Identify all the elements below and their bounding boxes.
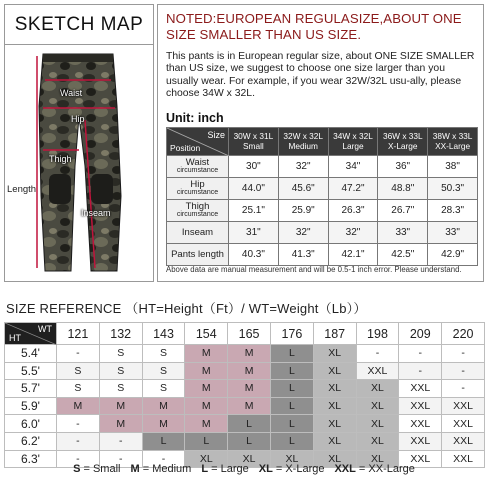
height-header: 6.2' (5, 432, 57, 450)
size-cell: - (399, 362, 442, 380)
size-cell: M (228, 362, 271, 380)
ht-wt-corner: WT HT (5, 323, 57, 345)
weight-header: 154 (185, 323, 228, 345)
measurement-footnote: Above data are manual measurement and will be 0.5-1 inch error. Please understand. (166, 265, 462, 274)
weight-header: 165 (228, 323, 271, 345)
height-header: 5.7' (5, 380, 57, 398)
size-cell: XL (313, 397, 356, 415)
size-cell: S (57, 362, 100, 380)
measurement-cell: 36" (378, 156, 428, 178)
size-cell: S (142, 380, 185, 398)
size-cell: XXL (356, 362, 399, 380)
size-column-header: 32W x 32L Medium (278, 128, 328, 156)
inseam-row (167, 222, 478, 244)
size-cell: - (57, 450, 100, 468)
weight-header: 143 (142, 323, 185, 345)
european-size-notice: NOTED:EUROPEAN REGULASIZE,ABOUT ONE SIZE SMALLER THAN US SIZE. (166, 11, 462, 42)
thigh-label: Thigh (49, 154, 72, 164)
size-cell: M (185, 362, 228, 380)
legend-item: XL = X-Large (258, 463, 325, 475)
measurement-cell: 42.5" (378, 244, 428, 266)
size-column-header: 30W x 31L Small (229, 128, 279, 156)
size-cell: - (99, 450, 142, 468)
size-reference-table (4, 322, 485, 468)
measurement-cell: 41.3" (278, 244, 328, 266)
measurement-cell: 33" (428, 222, 478, 244)
size-cell: XL (356, 450, 399, 468)
measurement-cell: 26.3" (328, 200, 378, 222)
measurement-header-row (167, 128, 478, 156)
size-cell: S (142, 362, 185, 380)
size-cell: L (228, 432, 271, 450)
size-cell: S (142, 345, 185, 363)
size-cell: L (185, 432, 228, 450)
measurement-cell: 33" (378, 222, 428, 244)
legend-item: L = Large (201, 463, 249, 475)
hip-row (167, 178, 478, 200)
size-column-header: 34W x 32L Large (328, 128, 378, 156)
size-cell: - (442, 345, 485, 363)
size-cell: M (228, 397, 271, 415)
size-cell: XXL (442, 397, 485, 415)
size-cell: XL (313, 415, 356, 433)
weight-header: 198 (356, 323, 399, 345)
size-cell: L (270, 415, 313, 433)
row-label: Thigh circumstance (167, 200, 229, 222)
size-cell: XL (356, 397, 399, 415)
measurement-cell: 38" (428, 156, 478, 178)
size-cell: - (399, 345, 442, 363)
height-row (5, 362, 485, 380)
height-header: 5.9' (5, 397, 57, 415)
size-cell: L (228, 415, 271, 433)
sketch-map-panel (4, 4, 154, 282)
measurement-cell: 32" (278, 222, 328, 244)
camo-pants-illustration (5, 46, 154, 282)
weight-header: 121 (57, 323, 100, 345)
hip-label: Hip (71, 114, 85, 124)
size-cell: M (99, 415, 142, 433)
measurement-cell: 32" (278, 156, 328, 178)
measurement-cell: 44.0" (229, 178, 279, 200)
height-header: 5.4' (5, 345, 57, 363)
unit-label: Unit: inch (166, 111, 224, 125)
size-cell: S (99, 380, 142, 398)
measurement-cell: 42.9" (428, 244, 478, 266)
measurement-table (166, 127, 478, 266)
size-cell: M (228, 345, 271, 363)
size-cell: M (57, 397, 100, 415)
legend-item: M = Medium (130, 463, 192, 475)
measurement-cell: 30" (229, 156, 279, 178)
size-cell: M (228, 380, 271, 398)
height-row (5, 380, 485, 398)
size-cell: M (99, 397, 142, 415)
legend-item: S = Small (73, 463, 121, 475)
size-cell: L (270, 380, 313, 398)
size-cell: L (270, 362, 313, 380)
size-column-header: 36W x 33L X-Large (378, 128, 428, 156)
size-advice-text: This pants is in European regular size, about ONE SIZE SMALLER than US size, we suggest to choose one size larger than you usually wear. For example, if you wear 32W/32L usu-ally, please choose 34W x 32L. (166, 51, 475, 100)
size-cell: XXL (442, 432, 485, 450)
waist-label: Waist (60, 88, 83, 98)
height-row (5, 415, 485, 433)
size-cell: M (142, 415, 185, 433)
weight-header-row (5, 323, 485, 345)
size-cell: XL (356, 415, 399, 433)
measurement-cell: 25.1" (229, 200, 279, 222)
size-cell: S (99, 345, 142, 363)
length-label: Length (7, 184, 37, 195)
row-label: Inseam (167, 222, 229, 244)
measurement-cell: 25.9" (278, 200, 328, 222)
size-cell: XXL (399, 397, 442, 415)
size-cell: XL (313, 345, 356, 363)
sketch-map-title: SKETCH MAP (5, 5, 153, 45)
inseam-label: Inseam (81, 208, 111, 218)
size-position-corner: Size Position (167, 128, 229, 156)
row-label: Hip circumstance (167, 178, 229, 200)
size-cell: XL (228, 450, 271, 468)
weight-header: 220 (442, 323, 485, 345)
size-cell: M (142, 397, 185, 415)
size-cell: XXL (399, 380, 442, 398)
size-cell: XL (270, 450, 313, 468)
waist-row (167, 156, 478, 178)
size-cell: L (142, 432, 185, 450)
size-cell: M (185, 345, 228, 363)
size-cell: XXL (442, 450, 485, 468)
measurement-cell: 47.2" (328, 178, 378, 200)
size-legend (0, 463, 488, 475)
measurement-cell: 32" (328, 222, 378, 244)
measurement-cell: 28.3" (428, 200, 478, 222)
size-column-header: 38W x 33L XX-Large (428, 128, 478, 156)
height-row (5, 345, 485, 363)
size-cell: L (270, 397, 313, 415)
measurement-cell: 48.8" (378, 178, 428, 200)
size-cell: XL (313, 432, 356, 450)
pants-sketch (5, 46, 154, 282)
row-label: Waist circumstance (167, 156, 229, 178)
size-cell: - (57, 432, 100, 450)
size-cell: - (57, 415, 100, 433)
measurement-cell: 50.3" (428, 178, 478, 200)
measurement-cell: 45.6" (278, 178, 328, 200)
size-cell: XXL (442, 415, 485, 433)
weight-header: 187 (313, 323, 356, 345)
weight-header: 209 (399, 323, 442, 345)
weight-header: 132 (99, 323, 142, 345)
size-cell: M (185, 415, 228, 433)
size-cell: XXL (399, 450, 442, 468)
size-cell: XL (313, 362, 356, 380)
height-header: 6.3' (5, 450, 57, 468)
size-cell: XL (185, 450, 228, 468)
measurement-cell: 34" (328, 156, 378, 178)
legend-item: XXL = XX-Large (334, 463, 415, 475)
measurement-cell: 26.7" (378, 200, 428, 222)
size-cell: XL (356, 432, 399, 450)
thigh-row (167, 200, 478, 222)
pants-length-row (167, 244, 478, 266)
size-cell: XL (356, 380, 399, 398)
size-cell: S (57, 380, 100, 398)
height-row (5, 432, 485, 450)
weight-header: 176 (270, 323, 313, 345)
height-row (5, 397, 485, 415)
size-cell: - (442, 362, 485, 380)
height-header: 5.5' (5, 362, 57, 380)
size-cell: XXL (399, 432, 442, 450)
measurement-cell: 40.3" (229, 244, 279, 266)
row-label: Pants length (167, 244, 229, 266)
size-info-panel (157, 4, 484, 282)
size-cell: - (57, 345, 100, 363)
size-cell: - (99, 432, 142, 450)
measurement-cell: 31" (229, 222, 279, 244)
size-cell: L (270, 345, 313, 363)
size-cell: XL (313, 450, 356, 468)
size-cell: M (185, 397, 228, 415)
size-cell: XL (313, 380, 356, 398)
size-cell: S (99, 362, 142, 380)
measurement-cell: 42.1" (328, 244, 378, 266)
size-cell: M (185, 380, 228, 398)
size-reference-title: SIZE REFERENCE （HT=Height（Ft）/ WT=Weight（Lb）） (6, 301, 367, 316)
height-header: 6.0' (5, 415, 57, 433)
size-cell: L (270, 432, 313, 450)
size-cell: XXL (399, 415, 442, 433)
size-reference-body (5, 323, 485, 468)
size-cell: - (356, 345, 399, 363)
size-cell: - (142, 450, 185, 468)
size-cell: - (442, 380, 485, 398)
